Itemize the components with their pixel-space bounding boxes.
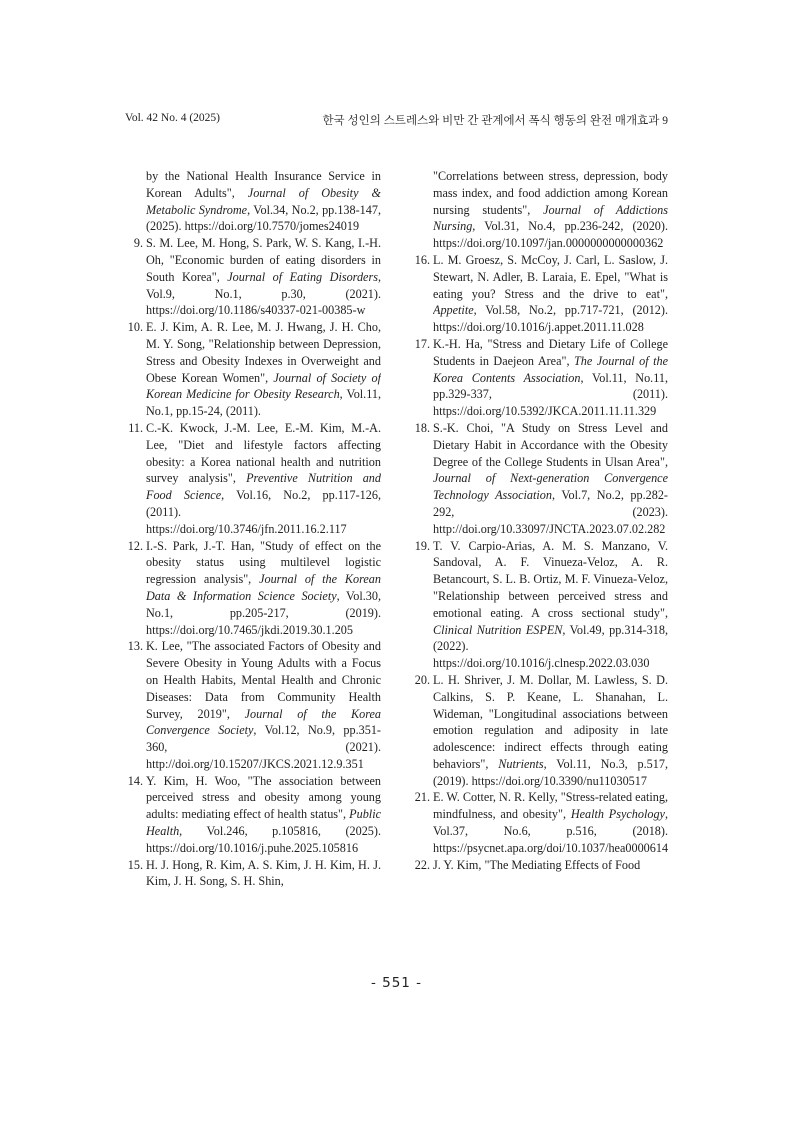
reference-journal: Journal of Next-generation Convergence Technology Association bbox=[433, 471, 668, 503]
reference-text: L. M. Groesz, S. McCoy, J. Carl, L. Saslow, J. Stewart, N. Adler, B. Laraia, E. Epel, "What is eating you? Stress and the drive to eat", bbox=[433, 252, 668, 301]
reference-details: , Vol.30, No.1, pp.205-217, (2019). https://doi.org/10.7465/jkdi.2019.30.1.205 bbox=[146, 588, 381, 637]
reference-journal: Appetite bbox=[433, 303, 474, 318]
running-header bbox=[125, 112, 668, 128]
reference-entry bbox=[125, 420, 381, 538]
reference-text: C.-K. Kwock, J.-M. Lee, E.-M. Kim, M.-A. Lee, "Diet and lifestyle factors affecting obesity: a Korea national health and nutrition survey analysis", bbox=[146, 420, 381, 486]
reference-text: S. M. Lee, M. Hong, S. Park, W. S. Kang, I.-H. Oh, "Economic burden of eating disorders in South Korea", bbox=[146, 236, 381, 284]
reference-text: Y. Kim, H. Woo, "The association between perceived stress and obesity among young adults: mediating effect of health status", bbox=[146, 773, 381, 822]
reference-entry bbox=[125, 773, 381, 857]
reference-journal: Nutrients bbox=[498, 756, 544, 771]
reference-details: , Vol.11, No.3, p.517, (2019). https://doi.org/10.3390/nu11030517 bbox=[433, 756, 668, 788]
reference-number: 18. bbox=[414, 420, 430, 435]
reference-journal: Journal of Obesity & Metabolic Syndrome bbox=[146, 185, 381, 217]
reference-journal: Journal of Addictions Nursing bbox=[433, 202, 668, 234]
reference-details: , Vol.9, No.1, p.30, (2021). https://doi.org/10.1186/s40337-021-00385-w bbox=[146, 269, 381, 318]
reference-journal: Journal of the Korean Data & Information Science Society bbox=[146, 572, 381, 603]
reference-number: 19. bbox=[414, 538, 430, 553]
reference-text: I.-S. Park, J.-T. Han, "Study of effect on the obesity status using multilevel logistic regression analysis", bbox=[146, 538, 381, 587]
reference-number: 9. bbox=[133, 236, 143, 251]
reference-details: , Vol.11, No.1, pp.15-24, (2011). bbox=[146, 387, 381, 419]
journal-volume: Vol. 42 No. 4 (2025) bbox=[125, 112, 220, 124]
reference-entry bbox=[125, 857, 381, 891]
reference-details: , Vol.34, No.2, pp.138-147, (2025). https://doi.org/10.7570/jomes24019 bbox=[146, 202, 381, 234]
reference-text: E. W. Cotter, N. R. Kelly, "Stress-related eating, mindfulness, and obesity", bbox=[433, 790, 668, 822]
reference-journal: Journal of Eating Disorders bbox=[227, 269, 378, 284]
reference-text: "Correlations between stress, depression, body mass index, and food addiction among Korean nursing students", bbox=[433, 169, 668, 217]
reference-text: T. V. Carpio-Arias, A. M. S. Manzano, V. Sandoval, A. F. Vinueza-Veloz, A. R. Betancourt, S. L. B. Ortiz, M. F. Vinueza-Veloz, "Relationship between perceived stress and emotional eating. A cross sectional study", bbox=[433, 538, 668, 620]
reference-details: , Vol.16, No.2, pp.117-126, (2011). https://doi.org/10.3746/jfn.2011.16.2.117 bbox=[146, 488, 381, 536]
page-number: - 551 - bbox=[370, 975, 423, 991]
reference-details: , Vol.58, No.2, pp.717-721, (2012). https://doi.org/10.1016/j.appet.2011.11.028 bbox=[433, 303, 668, 335]
references-right-column bbox=[412, 168, 668, 873]
reference-number: 12. bbox=[127, 538, 143, 553]
reference-text: K. Lee, "The associated Factors of Obesity and Severe Obesity in Young Adults with a Focus on Health Habits, Mental Health and Chronic Diseases: Data from Community Health Survey, 2019", bbox=[146, 639, 381, 721]
reference-journal: Journal of Society of Korean Medicine for Obesity Research bbox=[146, 370, 381, 402]
reference-entry bbox=[412, 420, 668, 538]
reference-text: S.-K. Choi, "A Study on Stress Level and Dietary Habit in Accordance with the Obesity Degree of the College Students in Ulsan Area", bbox=[433, 420, 668, 469]
reference-entry bbox=[412, 168, 668, 252]
reference-entry bbox=[125, 638, 381, 772]
reference-entry bbox=[125, 319, 381, 420]
reference-entry bbox=[412, 857, 668, 874]
reference-text: J. Y. Kim, "The Mediating Effects of Food bbox=[433, 857, 641, 872]
reference-number: 17. bbox=[414, 336, 430, 351]
reference-text: E. J. Kim, A. R. Lee, M. J. Hwang, J. H. Cho, M. Y. Song, "Relationship between Depression, Stress and Obesity Indexes in Overweight and Obese Korean Women", bbox=[146, 320, 381, 385]
reference-number: 21. bbox=[414, 790, 430, 805]
reference-text: by the National Health Insurance Service in Korean Adults", bbox=[146, 169, 381, 200]
reference-number: 11. bbox=[128, 420, 143, 435]
reference-number: 10. bbox=[127, 320, 143, 335]
reference-details: , Vol.7, No.2, pp.282-292, (2023). http://doi.org/10.33097/JNCTA.2023.07.02.282 bbox=[433, 488, 668, 536]
reference-journal: Clinical Nutrition ESPEN bbox=[433, 622, 563, 637]
reference-entry bbox=[125, 235, 381, 319]
references-left-column bbox=[125, 168, 381, 890]
reference-details: , Vol.11, No.11, pp.329-337, (2011). https://doi.org/10.5392/JKCA.2011.11.11.329 bbox=[433, 370, 668, 419]
reference-number: 14. bbox=[127, 773, 143, 788]
reference-entry bbox=[125, 538, 381, 639]
reference-details: , Vol.37, No.6, p.516, (2018). https://psycnet.apa.org/doi/10.1037/hea0000614 bbox=[433, 807, 668, 855]
reference-entry bbox=[125, 168, 381, 235]
reference-journal: Public Health bbox=[146, 807, 381, 839]
reference-journal: Journal of the Korea Convergence Society bbox=[146, 706, 381, 738]
reference-journal: Preventive Nutrition and Food Science bbox=[146, 471, 381, 503]
reference-number: 16. bbox=[414, 252, 430, 267]
reference-entry bbox=[412, 538, 668, 672]
reference-entry bbox=[412, 252, 668, 336]
reference-text: K.-H. Ha, "Stress and Dietary Life of College Students in Daejeon Area", bbox=[433, 336, 668, 368]
reference-number: 13. bbox=[127, 639, 143, 654]
reference-number: 22. bbox=[414, 857, 430, 872]
reference-text: H. J. Hong, R. Kim, A. S. Kim, J. H. Kim, H. J. Kim, J. H. Song, S. H. Shin, bbox=[146, 857, 381, 889]
reference-entry bbox=[412, 789, 668, 856]
running-title: 한국 성인의 스트레스와 비만 간 관계에서 폭식 행동의 완전 매개효과 9 bbox=[322, 115, 668, 127]
reference-text: L. H. Shriver, J. M. Dollar, M. Lawless, S. D. Calkins, S. P. Keane, L. Shanahan, L. Wideman, "Longitudinal associations between emotion regulation and adiposity in late adolescence: indirect effects through eating behaviors", bbox=[433, 672, 668, 771]
reference-journal: The Journal of the Korea Contents Association bbox=[433, 353, 668, 385]
reference-entry bbox=[412, 336, 668, 420]
reference-details: , Vol.49, pp.314-318, (2022). https://doi.org/10.1016/j.clnesp.2022.03.030 bbox=[433, 622, 668, 671]
reference-journal: Health Psychology bbox=[570, 807, 665, 822]
reference-details: , Vol.12, No.9, pp.351-360, (2021). http://doi.org/10.15207/JKCS.2021.12.9.351 bbox=[146, 723, 381, 771]
reference-entry bbox=[412, 672, 668, 790]
reference-details: , Vol.246, p.105816, (2025). https://doi.org/10.1016/j.puhe.2025.105816 bbox=[146, 824, 381, 855]
reference-number: 20. bbox=[414, 672, 430, 687]
reference-details: , Vol.31, No.4, pp.236-242, (2020). https://doi.org/10.1097/jan.0000000000000362 bbox=[433, 219, 668, 251]
reference-number: 15. bbox=[127, 857, 143, 872]
